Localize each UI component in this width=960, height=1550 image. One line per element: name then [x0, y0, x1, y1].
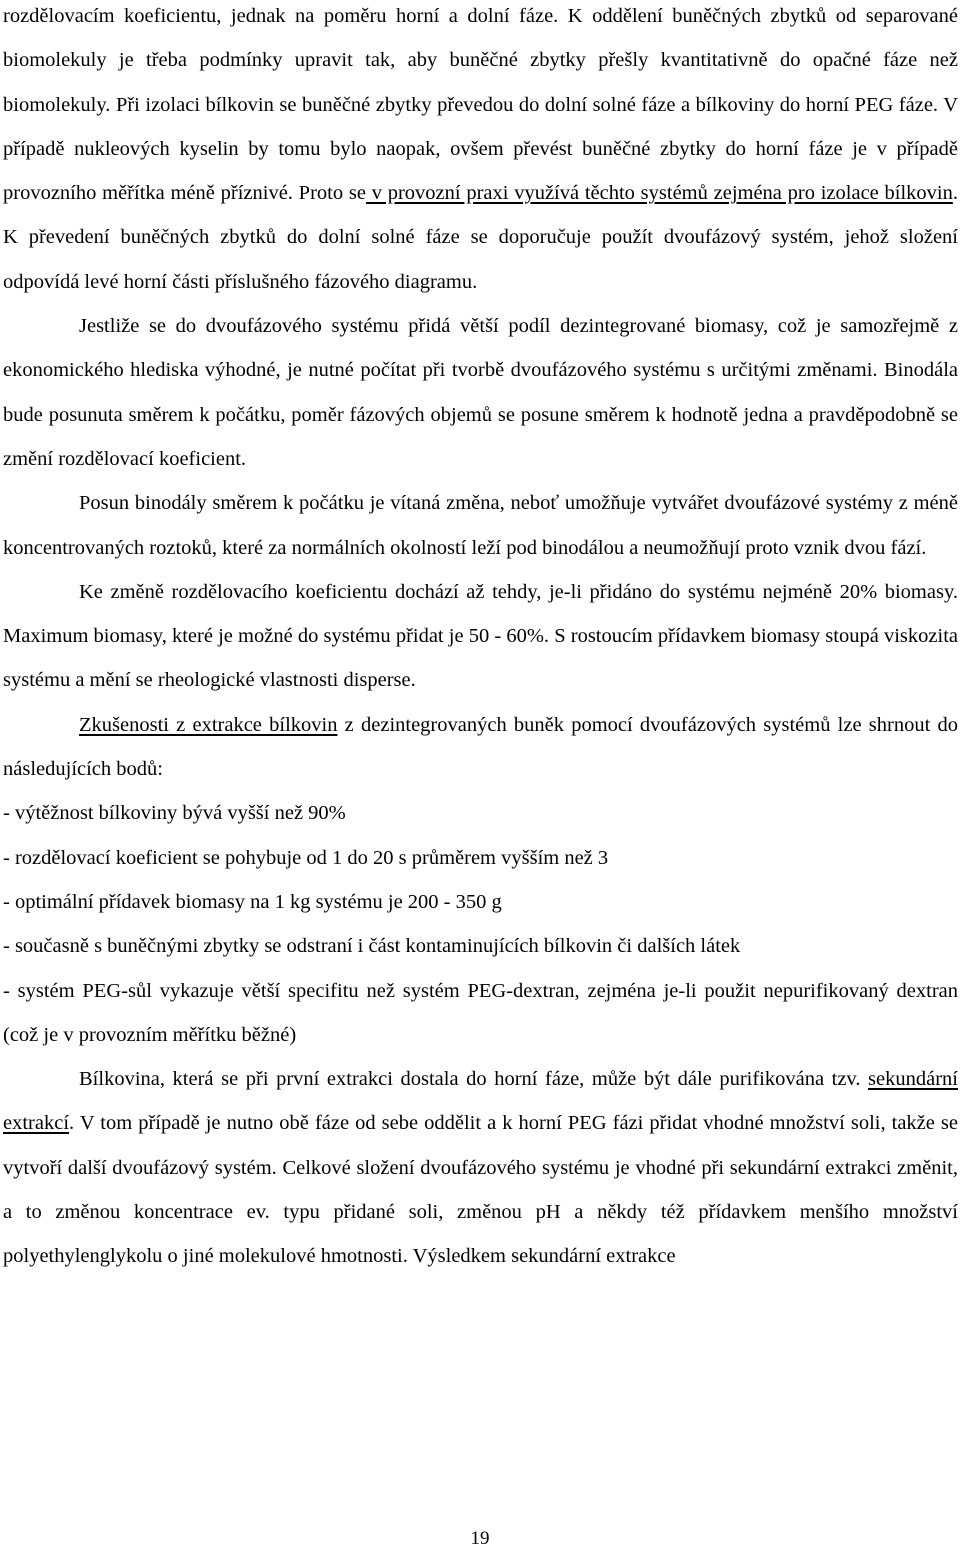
paragraph-biomass-effect: [3, 304, 958, 481]
list-item: - systém PEG-sůl vykazuje větší specifitu než systém PEG-dextran, zejména je-li použit nepurifikovaný dextran (což je v provozním měřítku běžné): [3, 979, 958, 1046]
underlined-heading: Zkušenosti z extrakce bílkovin: [79, 713, 338, 736]
page-number: 19: [470, 1528, 490, 1549]
paragraph-text: rozdělovacím koeficientu, jednak na poměru horní a dolní fáze. K oddělení buněčných zbytků od separované biomolekuly je třeba podmínky upravit tak, aby buněčné zbytky přešly kvantitativně do opačné fáze než biomolekuly. Při izolaci bílkovin se buněčné zbytky převedou do dolní solné fáze a bílkoviny do horní PEG fáze. V případě nukleových kyselin by tomu bylo naopak, ovšem převést buněčné zbytky do horní fáze je v případě provozního měřítka méně příznivé. Proto se: [3, 5, 958, 205]
paragraph-text: z dezintegrovaných buněk pomocí dvoufázových systémů lze shrnout do následujících bodů:: [3, 713, 958, 781]
list-item: - optimální přídavek biomasy na 1 kg systému je 200 - 350 g: [3, 890, 502, 913]
document-body: [3, 0, 958, 1279]
underlined-term: sekundární extrakcí: [3, 1068, 958, 1135]
paragraph-experience-summary: [3, 703, 958, 792]
paragraph-secondary-extraction: [3, 1057, 958, 1278]
paragraph-partition-coefficient: [3, 0, 958, 304]
list-item: - současně s buněčnými zbytky se odstraní i část kontaminujících bílkovin či dalších látek: [3, 935, 741, 958]
paragraph-text: . K převedení buněčných zbytků do dolní solné fáze se doporučuje použít dvoufázový systém, jehož složení odpovídá levé horní části příslušného fázového diagramu.: [3, 182, 958, 293]
paragraph-coefficient-change: [3, 570, 958, 703]
paragraph-text: . V tom případě je nutno obě fáze od sebe oddělit a k horní PEG fázi přidat vhodné množství soli, takže se vytvoří další dvoufázový systém. Celkové složení dvoufázového systému je vhodné při sekundární extrakci změnit, a to změnou koncentrace ev. typu přidané soli, změnou pH a někdy též přídavkem menšího množství polyethylenglykolu o jiné molekulové hmotnosti. Výsledkem sekundární extrakce: [3, 1112, 958, 1268]
paragraph-binodal-shift: [3, 481, 958, 570]
list-item: - rozdělovací koeficient se pohybuje od 1 do 20 s průměrem vyšším než 3: [3, 846, 609, 869]
paragraph-text: Posun binodály směrem k počátku je vítaná změna, neboť umožňuje vytvářet dvoufázové systémy z méně koncentrovaných roztoků, které za normálních okolností leží pod binodálou a neumožňují proto vznik dvou fází.: [3, 492, 958, 559]
underlined-text: v provozní praxi využívá těchto systémů zejména pro izolace bílkovin: [365, 182, 953, 205]
paragraph-text: Jestliže se do dvoufázového systému přidá větší podíl dezintegrované biomasy, což je samozřejmě z ekonomického hlediska výhodné, je nutné počítat při tvorbě dvoufázového systému s určitými změnami. Binodála bude posunuta směrem k počátku, poměr fázových objemů se posune směrem k hodnotě jedna a pravděpodobně se změní rozdělovací koeficient.: [3, 315, 958, 470]
bullet-list: [3, 791, 958, 1057]
list-item: - výtěžnost bílkoviny bývá vyšší než 90%: [3, 802, 346, 825]
paragraph-text: Ke změně rozdělovacího koeficientu dochází až tehdy, je-li přidáno do systému nejméně 20% biomasy. Maximum biomasy, které je možné do systému přidat je 50 - 60%. S rostoucím přídavkem biomasy stoupá viskozita systému a mění se rheologické vlastnosti disperse.: [3, 580, 958, 692]
paragraph-text: Bílkovina, která se při první extrakci dostala do horní fáze, může být dále purifikována tzv.: [79, 1068, 869, 1091]
